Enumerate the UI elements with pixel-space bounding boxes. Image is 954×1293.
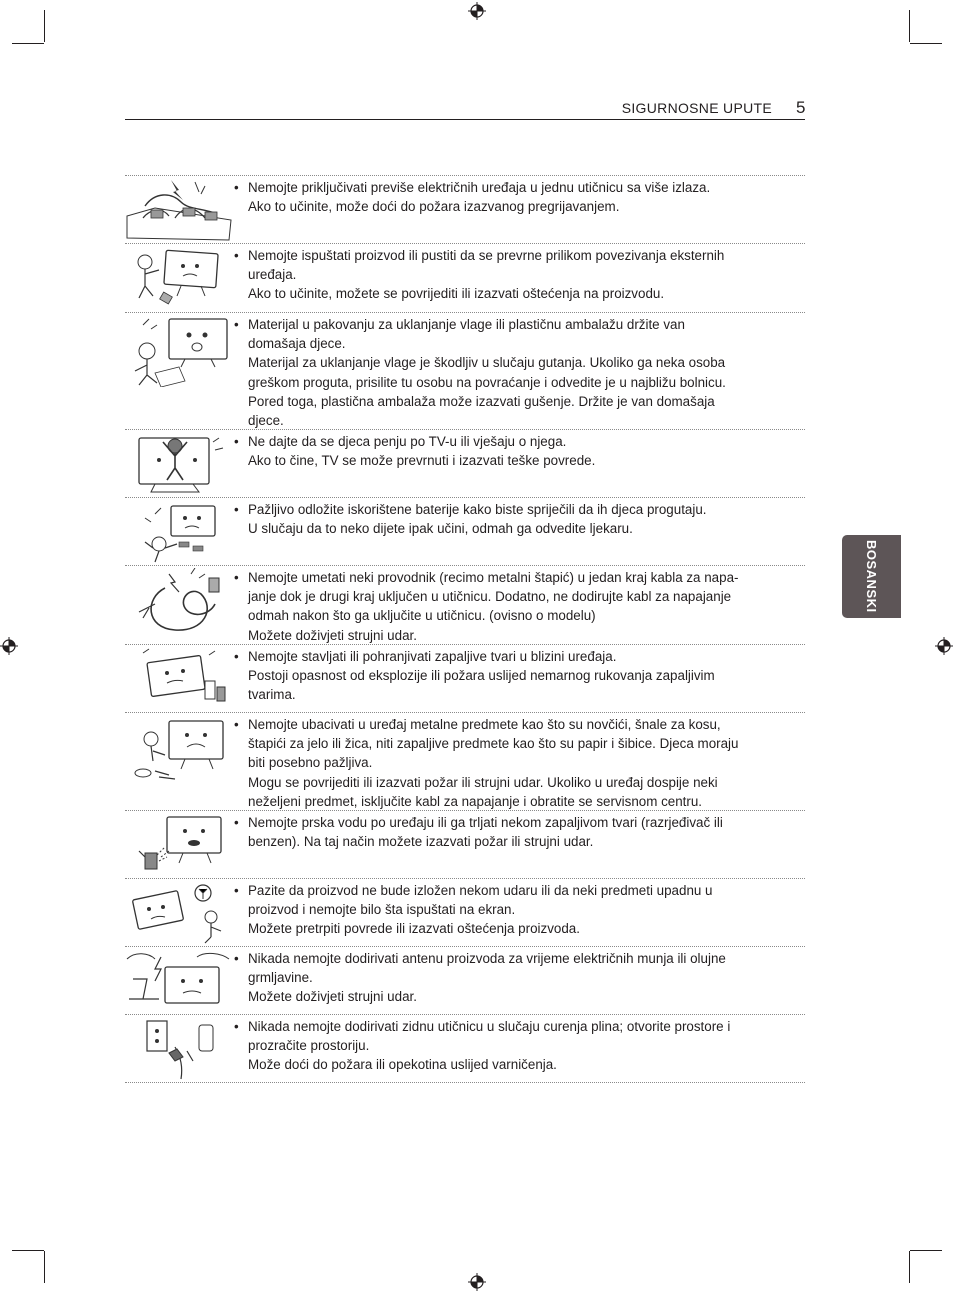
metal-objects-illustration	[125, 715, 233, 787]
bullet-point: •	[234, 570, 239, 585]
language-side-tab	[842, 535, 901, 618]
text-line: Nemojte ubacivati u uređaj metalne predmete kao što su novčići, šnale za kosu,	[248, 717, 721, 732]
safety-item-text	[234, 246, 793, 304]
crop-mark	[12, 1250, 44, 1251]
text-line: Pazite da proizvod ne bude izložen nekom udaru ili da neki predmeti upadnu u	[248, 883, 713, 898]
safety-item	[125, 644, 805, 712]
text-line: Pored toga, plastična ambalaža može izazvati gušenje. Držite je van domašaja	[248, 393, 715, 409]
text-line: štapići za jelo ili žica, niti zapaljive predmete kao što su papir i šibice. Djeca moraju	[248, 736, 739, 752]
text-line: Nemojte umetati neki provodnik (recimo metalni štapić) u jedan kraj kabla za napa-	[248, 570, 739, 585]
text-line: Nikada nemojte dodirivati zidnu utičnicu u slučaju curenja plina; otvorite prostore i	[248, 1019, 731, 1034]
bullet-point: •	[234, 883, 239, 898]
text-line: proizvod i nemojte bilo šta ispuštati na ekran.	[248, 902, 516, 918]
safety-item-text	[234, 500, 793, 538]
text-line: tvarima.	[248, 687, 296, 703]
text-line: prozračite prostoriju.	[248, 1038, 370, 1054]
text-line: benzen). Na taj način možete izazvati požar ili strujni udar.	[248, 834, 594, 850]
text-line: Ako to čine, TV se može prevrnuti i izazvati teške povrede.	[248, 453, 596, 469]
text-line: Možete pretrpiti povrede ili izazvati oštećenja proizvoda.	[248, 921, 580, 937]
crop-mark	[910, 43, 942, 44]
text-line: Materijal u pakovanju za uklanjanje vlage ili plastičnu ambalažu držite van	[248, 317, 685, 332]
text-line: domašaja djece.	[248, 336, 346, 352]
text-line: Mogu se povrijediti ili izazvati požar ili strujni udar. Ukoliko u uređaj dospije neki	[248, 774, 718, 790]
text-line: odmah nakon što ga uključite u utičnicu. (ovisno o modelu)	[248, 608, 596, 624]
bullet-point: •	[234, 248, 239, 263]
safety-item-text	[234, 881, 793, 939]
bullet-point: •	[234, 1019, 239, 1034]
safety-item	[125, 497, 805, 565]
spray-water-illustration	[125, 813, 233, 877]
text-line: Nemojte priključivati previše električnih uređaja u jednu utičnicu sa više izlaza.	[248, 180, 711, 195]
text-line: neželjeni predmet, isključite kabl za napajanje i obratite se servisnom centru.	[248, 793, 703, 809]
overloaded-outlet-illustration	[125, 178, 233, 242]
child-climbing-tv-illustration	[125, 432, 233, 496]
safety-item-text	[234, 715, 793, 811]
text-line: Možete doživjeti strujni udar.	[248, 989, 417, 1005]
header-divider	[125, 119, 805, 120]
crop-mark	[909, 1251, 910, 1283]
text-line: Nemojte ispuštati proizvod ili pustiti da se prevrne prilikom povezivanja eksternih	[248, 248, 725, 263]
crop-mark	[44, 10, 45, 42]
text-line: Nemojte stavljati ili pohranjivati zapaljive tvari u blizini uređaja.	[248, 649, 617, 664]
text-line: biti posebno pažljiva.	[248, 755, 373, 771]
safety-item-text	[234, 1017, 793, 1075]
text-line: Ako to učinite, možete se povrijediti ili izazvati oštećenja na proizvodu.	[248, 286, 665, 302]
text-line: Materijal za uklanjanje vlage je škodljiv u slučaju gutanja. Ukoliko ga neka osoba	[248, 355, 726, 371]
language-side-tab-label: BOSANSKI	[864, 540, 879, 613]
safety-item	[125, 878, 805, 946]
safety-item	[125, 175, 805, 243]
safety-item	[125, 810, 805, 878]
page-number: 5	[796, 98, 806, 117]
crop-mark	[44, 1251, 45, 1283]
text-line: Nikada nemojte dodirivati antenu proizvoda za vrijeme električnih munja ili olujne	[248, 951, 726, 966]
registration-mark-icon	[0, 637, 18, 655]
crop-mark	[12, 43, 44, 44]
safety-item	[125, 312, 805, 429]
text-line: Možete doživjeti strujni udar.	[248, 627, 417, 643]
conductor-plug-illustration	[125, 568, 233, 640]
safety-item-text	[234, 315, 793, 430]
safety-item-text	[234, 949, 793, 1007]
lightning-antenna-illustration	[125, 949, 233, 1013]
crop-mark	[910, 1250, 942, 1251]
safety-item	[125, 1014, 805, 1083]
text-line: Može doći do požara ili opekotina uslijed varničenja.	[248, 1057, 557, 1073]
text-line: uređaja.	[248, 267, 297, 283]
text-line: grmljavine.	[248, 970, 313, 986]
text-line: Nemojte prska vodu po uređaju ili ga trljati nekom zapaljivom tvari (razrjeđivač ili	[248, 815, 723, 830]
bullet-point: •	[234, 317, 239, 332]
safety-item-text	[234, 813, 793, 851]
text-line: djece.	[248, 413, 284, 429]
text-line: Ne dajte da se djeca penju po TV-u ili vješaju o njega.	[248, 434, 567, 449]
bullet-point: •	[234, 502, 239, 517]
packaging-child-illustration	[125, 315, 233, 387]
bullet-point: •	[234, 180, 239, 195]
safety-item	[125, 712, 805, 810]
safety-item-text	[234, 568, 793, 645]
safety-item-text	[234, 647, 793, 705]
registration-mark-icon	[935, 637, 953, 655]
safety-item	[125, 565, 805, 644]
safety-item-text	[234, 432, 793, 470]
safety-item-text	[234, 178, 793, 216]
falling-tv-illustration	[125, 246, 233, 310]
text-line: greškom proguta, prisilite tu osobu na povraćanje i odvedite je u najbližu bolnicu.	[248, 374, 726, 390]
flammable-storage-illustration	[125, 647, 233, 711]
bullet-point: •	[234, 434, 239, 449]
page-header-title: SIGURNOSNE UPUTE	[621, 100, 772, 116]
text-line: Pažljivo odložite iskorištene baterije kako biste spriječili da ih djeca progutaju.	[248, 502, 707, 517]
safety-item	[125, 429, 805, 497]
safety-item	[125, 946, 805, 1014]
bullet-point: •	[234, 649, 239, 664]
crop-mark	[909, 10, 910, 42]
registration-mark-icon	[468, 2, 486, 20]
bullet-point: •	[234, 815, 239, 830]
text-line: Postoji opasnost od eksplozije ili požara uslijed nemarnog rukovanja zapaljivim	[248, 668, 715, 684]
registration-mark-icon	[468, 1273, 486, 1291]
safety-item	[125, 243, 805, 312]
text-line: Ako to učinite, može doći do požara izazvanog pregrijavanjem.	[248, 199, 620, 215]
gas-leak-outlet-illustration	[125, 1017, 233, 1081]
impact-ball-illustration	[125, 881, 233, 945]
text-line: janje dok je drugi kraj uključen u utičnicu. Dodatno, ne dodirujte kabl za napajanje	[248, 589, 732, 605]
batteries-child-illustration	[125, 500, 233, 564]
bullet-point: •	[234, 717, 239, 732]
text-line: U slučaju da to neko dijete ipak učini, odmah ga odvedite ljekaru.	[248, 521, 633, 537]
bullet-point: •	[234, 951, 239, 966]
